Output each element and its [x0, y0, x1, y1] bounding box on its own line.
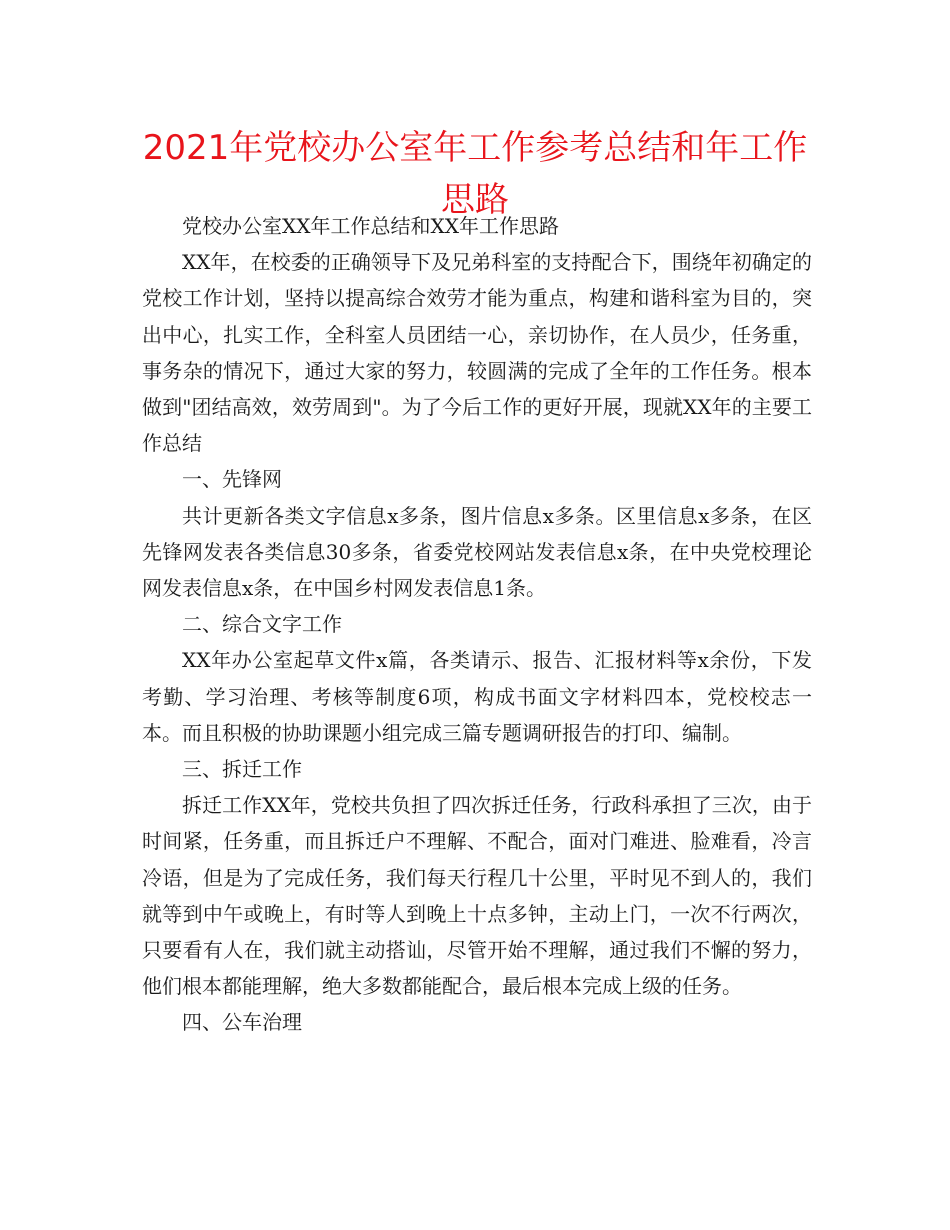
section-heading-vanguard-net: 一、先锋网: [182, 467, 282, 492]
document-body: [142, 208, 812, 1041]
intro-paragraph: XX年，在校委的正确领导下及兄弟科室的支持配合下，围绕年初确定的党校工作计划，坚持以提高综合效劳才能为重点，构建和谐科室为目的，突出中心，扎实工作，全科室人员团结一心，亲切协作，在人员少，任务重，事务杂的情况下，通过大家的努力，较圆满的完成了全年的工作任务。根本做到"团结高效，效劳周到"。为了今后工作的更好开展，现就XX年的主要工作总结: [142, 250, 812, 456]
vanguard-net-paragraph: 共计更新各类文字信息x多条，图片信息x多条。区里信息x多条，在区先锋网发表各类信息30多条，省委党校网站发表信息x条，在中央党校理论网发表信息x条，在中国乡村网发表信息1条。: [142, 503, 812, 601]
section-heading-vehicle-management: 四、公车治理: [182, 1010, 302, 1035]
document-subtitle: 党校办公室XX年工作总结和XX年工作思路: [182, 214, 559, 238]
demolition-work-paragraph: 拆迁工作XX年，党校共负担了四次拆迁任务，行政科承担了三次，由于时间紧，任务重，而且拆迁户不理解、不配合，面对门难进、脸难看，冷言冷语，但是为了完成任务，我们每天行程几十公里，平时见不到人的，我们就等到中午或晚上，有时等人到晚上十点多钟，主动上门，一次不行两次，只要看有人在，我们就主动搭讪，尽管开始不理解，通过我们不懈的努力，他们根本都能理解，绝大多数都能配合，最后根本完成上级的任务。: [142, 793, 812, 999]
writing-work-paragraph: XX年办公室起草文件x篇，各类请示、报告、汇报材料等x余份，下发考勤、学习治理、考核等制度6项，构成书面文字材料四本，党校校志一本。而且积极的协助课题小组完成三篇专题调研报告的打印、编制。: [142, 648, 812, 745]
section-heading-writing-work: 二、综合文字工作: [182, 612, 342, 637]
section-heading-demolition-work: 三、拆迁工作: [182, 757, 302, 782]
document-title: 2021年党校办公室年工作参考总结和年工作思路: [142, 128, 808, 220]
